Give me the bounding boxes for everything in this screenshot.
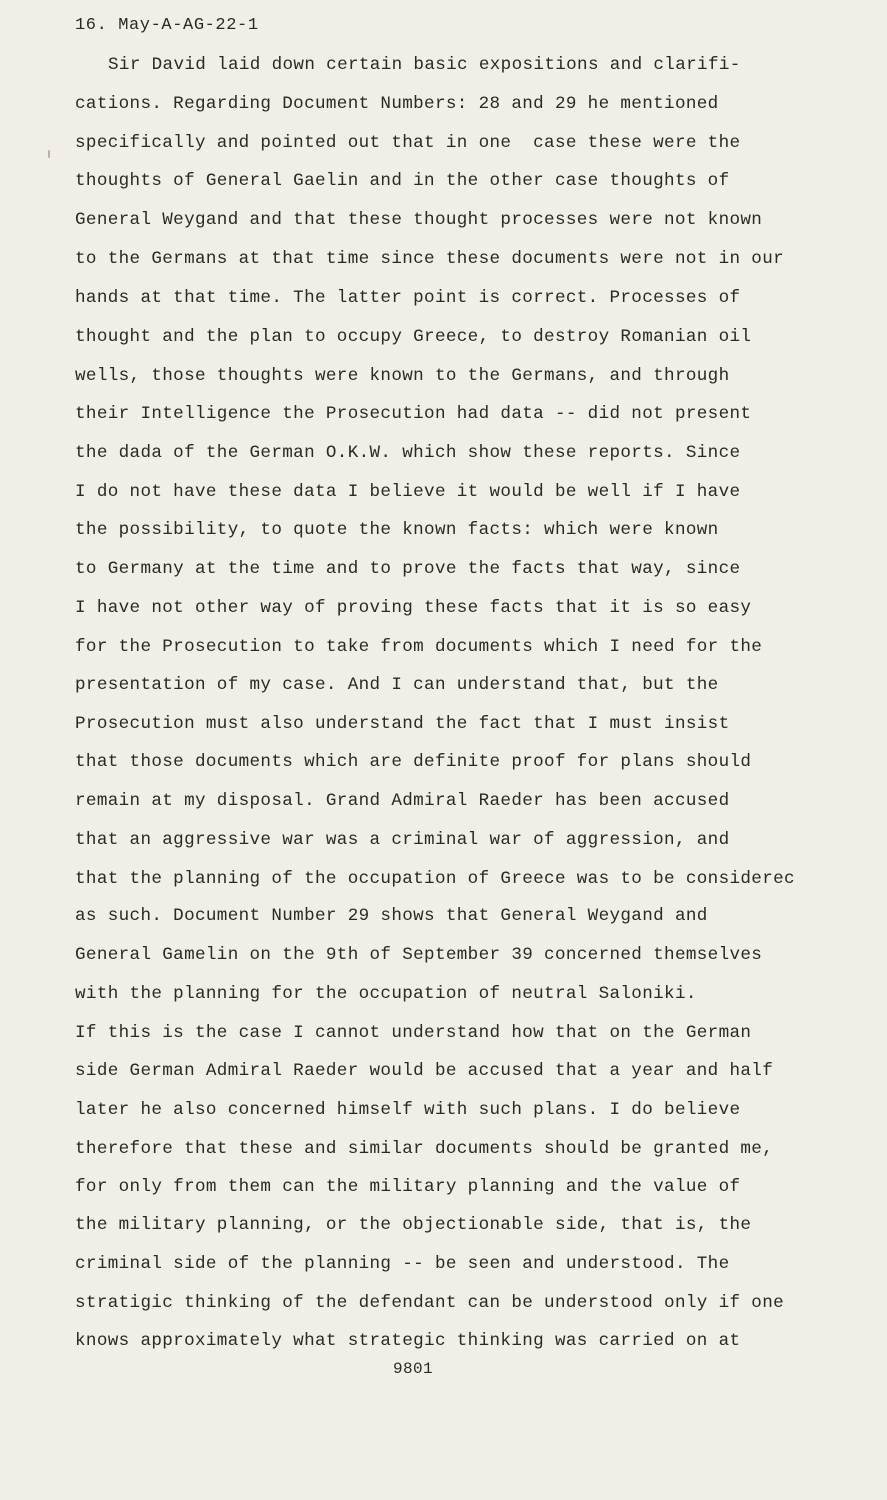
text-line-13: the possibility, to quote the known facts: which were known [75, 520, 719, 540]
text-line-34: knows approximately what strategic thinking was carried on at [75, 1331, 741, 1351]
text-line-11: the dada of the German O.K.W. which show these reports. Since [75, 443, 741, 463]
text-line-7: hands at that time. The latter point is correct. Processes of [75, 288, 741, 308]
text-line-5: General Weygand and that these thought processes were not known [75, 210, 763, 230]
text-line-17: presentation of my case. And I can understand that, but the [75, 675, 719, 695]
text-line-22: that the planning of the occupation of Greece was to be considerec [75, 869, 795, 889]
text-line-3: specifically and pointed out that in one case these were the [75, 133, 741, 153]
text-line-26: If this is the case I cannot understand how that on the German [75, 1023, 752, 1043]
text-line-28: later he also concerned himself with such plans. I do believe [75, 1100, 741, 1120]
text-line-30: for only from them can the military planning and the value of [75, 1177, 741, 1197]
text-line-31: the military planning, or the objectionable side, that is, the [75, 1215, 752, 1235]
text-line-1: Sir David laid down certain basic expositions and clarifi- [108, 55, 741, 75]
text-line-20: remain at my disposal. Grand Admiral Raeder has been accused [75, 791, 730, 811]
page-number: 9801 [393, 1360, 434, 1378]
text-line-29: therefore that these and similar documents should be granted me, [75, 1139, 774, 1159]
text-line-6: to the Germans at that time since these documents were not in our [75, 249, 785, 269]
text-line-4: thoughts of General Gaelin and in the other case thoughts of [75, 171, 730, 191]
text-line-23: as such. Document Number 29 shows that General Weygand and [75, 906, 708, 926]
text-line-25: with the planning for the occupation of neutral Saloniki. [75, 984, 697, 1004]
text-line-19: that those documents which are definite proof for plans should [75, 752, 752, 772]
text-line-8: thought and the plan to occupy Greece, to destroy Romanian oil [75, 327, 752, 347]
text-line-15: I have not other way of proving these facts that it is so easy [75, 598, 752, 618]
text-line-27: side German Admiral Raeder would be accused that a year and half [75, 1061, 774, 1081]
text-line-10: their Intelligence the Prosecution had data -- did not present [75, 404, 752, 424]
text-line-12: I do not have these data I believe it would be well if I have [75, 482, 741, 502]
document-header: 16. May-A-AG-22-1 [75, 16, 259, 35]
text-line-24: General Gamelin on the 9th of September 39 concerned themselves [75, 945, 763, 965]
text-line-14: to Germany at the time and to prove the facts that way, since [75, 559, 741, 579]
margin-mark [48, 150, 50, 158]
text-line-2: cations. Regarding Document Numbers: 28 and 29 he mentioned [75, 94, 719, 114]
text-line-32: criminal side of the planning -- be seen and understood. The [75, 1254, 730, 1274]
text-line-18: Prosecution must also understand the fact that I must insist [75, 714, 730, 734]
text-line-9: wells, those thoughts were known to the Germans, and through [75, 366, 730, 386]
text-line-21: that an aggressive war was a criminal war of aggression, and [75, 830, 730, 850]
text-line-33: stratigic thinking of the defendant can be understood only if one [75, 1293, 785, 1313]
text-line-16: for the Prosecution to take from documents which I need for the [75, 637, 763, 657]
